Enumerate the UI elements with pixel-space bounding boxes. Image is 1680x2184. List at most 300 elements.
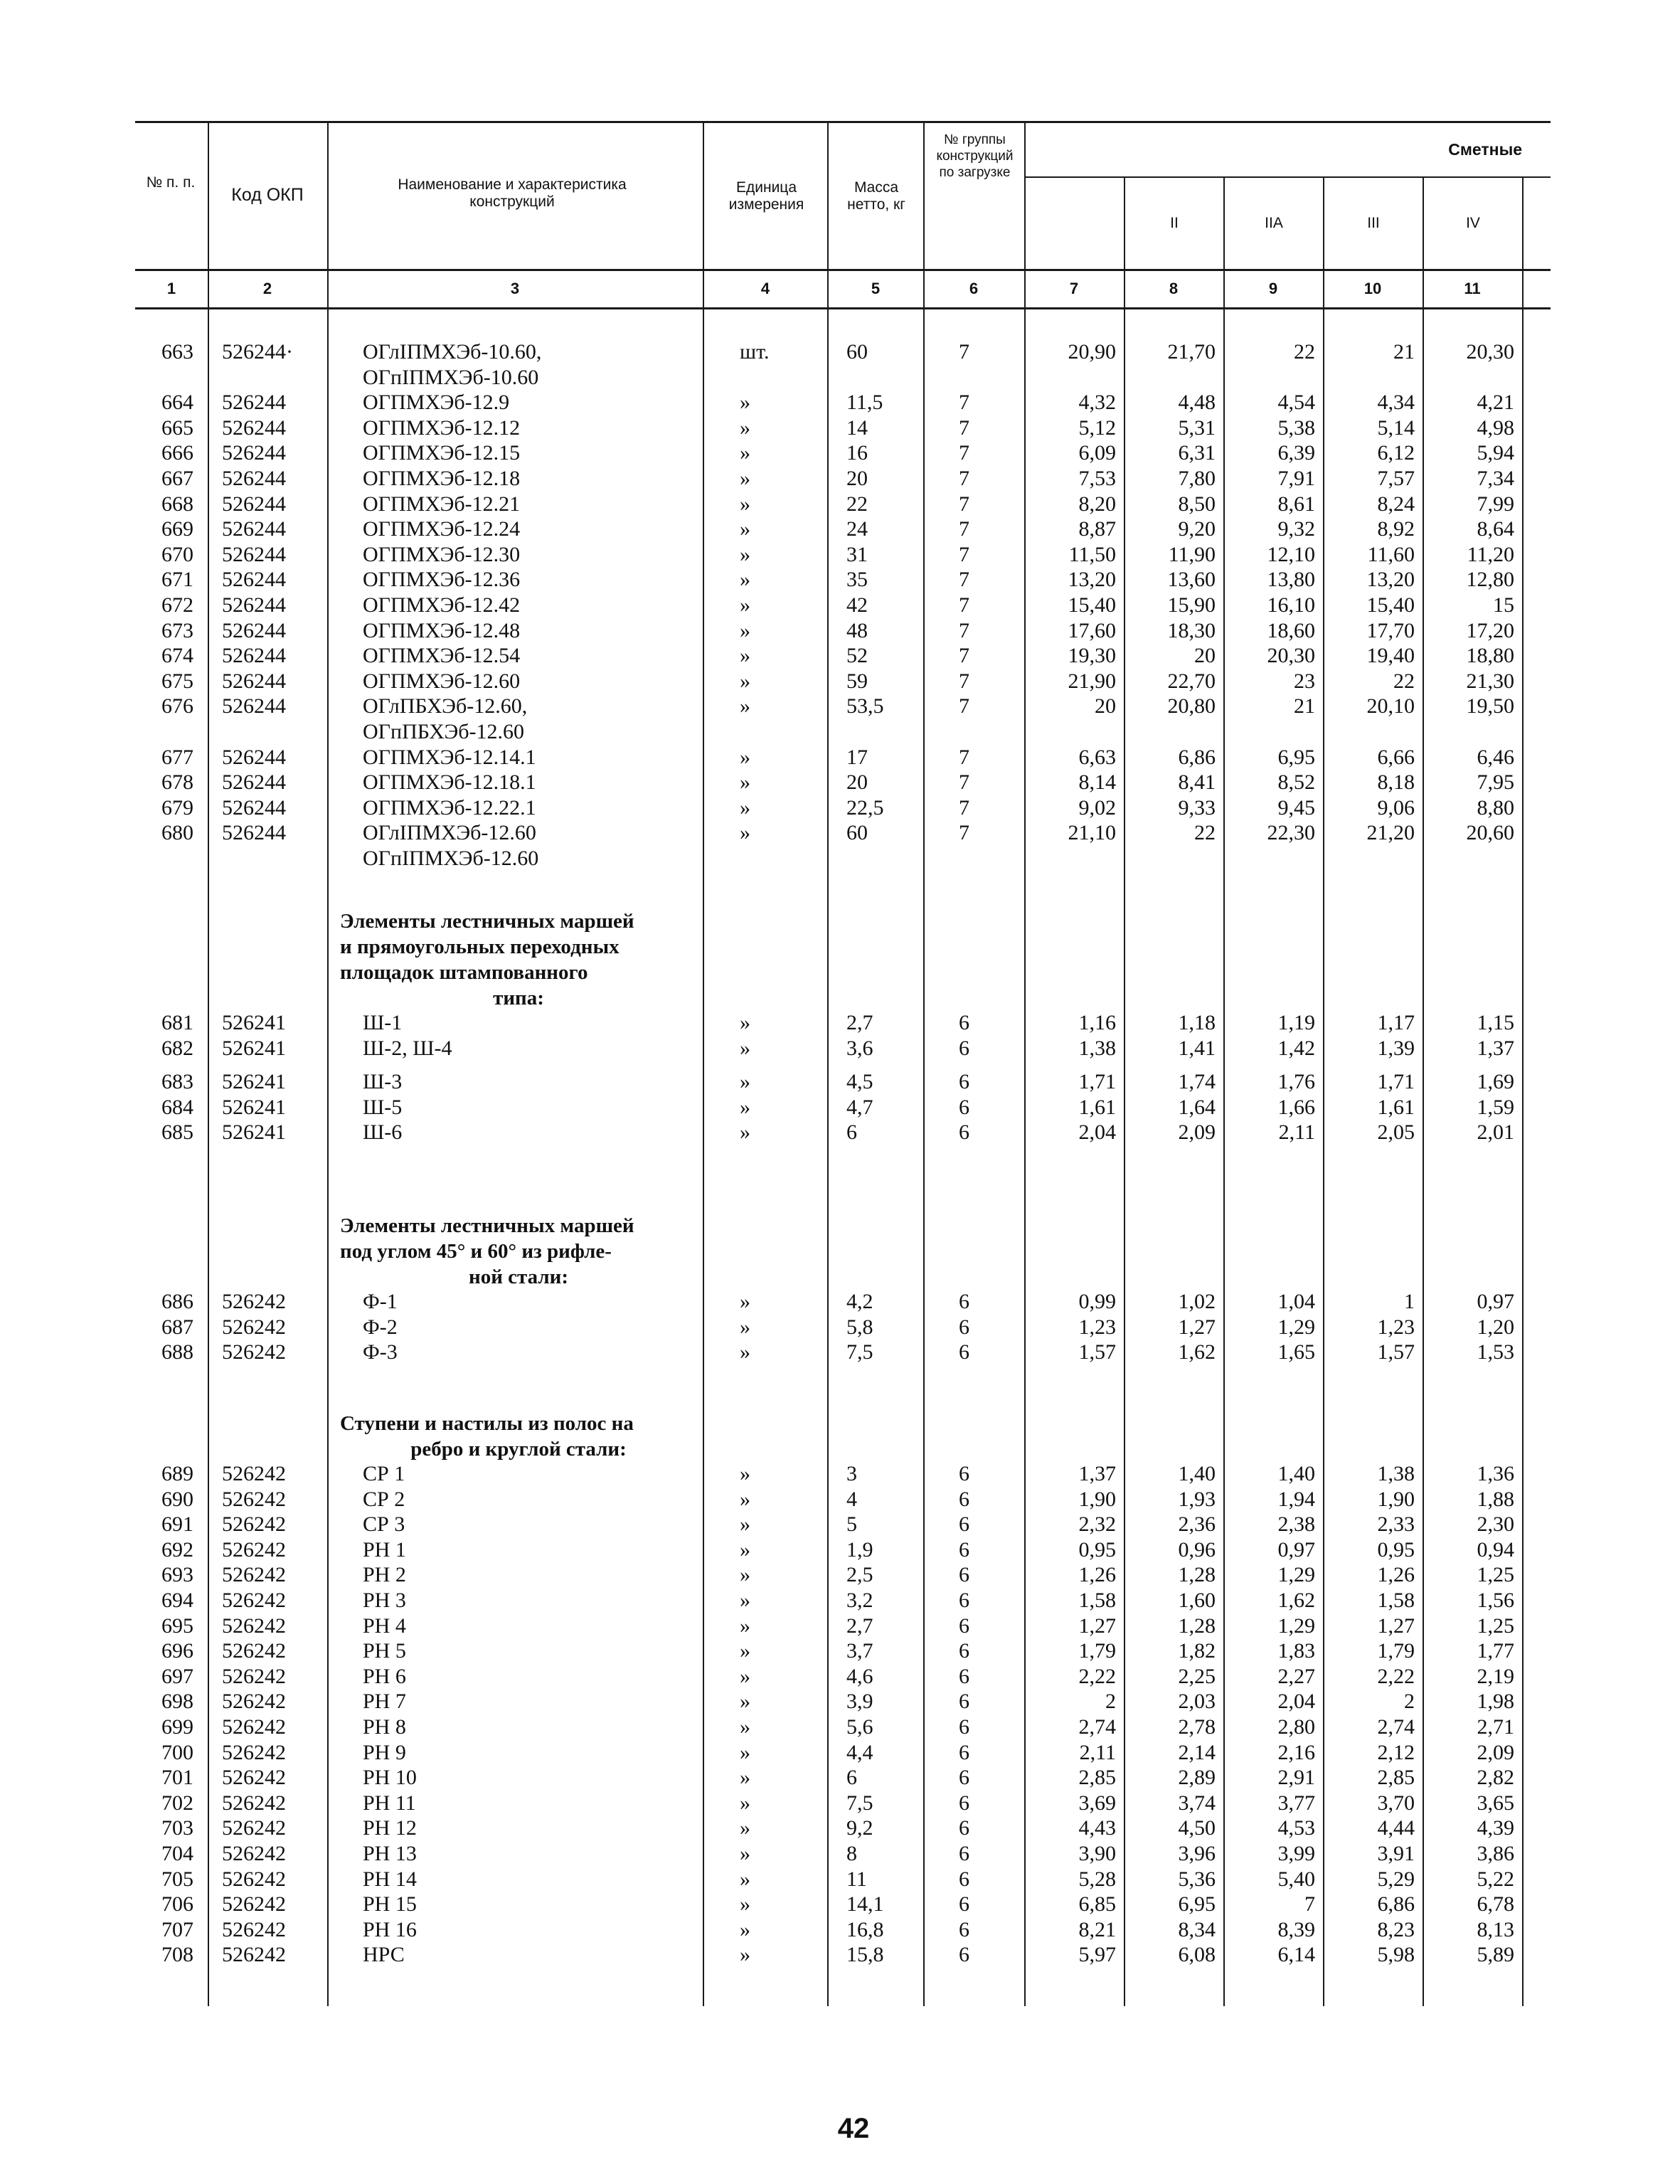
estimate-value: 0,97 — [1277, 1537, 1315, 1562]
row-number: 675 — [161, 669, 193, 693]
construction-name: ОГПМХЭб-12.30 — [363, 542, 521, 566]
unit: » — [740, 542, 750, 566]
estimate-value: 2,33 — [1377, 1512, 1415, 1537]
colnum-3: 3 — [510, 280, 520, 297]
load-group: 6 — [959, 1740, 969, 1764]
mass: 9,2 — [846, 1816, 873, 1840]
row-number: 693 — [161, 1563, 193, 1587]
construction-name: ОГПМХЭб-12.18.1 — [363, 770, 536, 795]
header-col4: Единица измерения — [728, 179, 804, 213]
estimate-value: 5,98 — [1377, 1943, 1415, 1967]
rule-header-bottom — [135, 269, 1551, 271]
section-heading-line: и прямоугольных переходных — [340, 935, 620, 958]
unit: » — [740, 1766, 750, 1790]
estimate-value: 3,96 — [1178, 1842, 1216, 1865]
row-number: 673 — [161, 618, 193, 642]
row-number: 677 — [161, 745, 193, 769]
load-group: 7 — [959, 391, 969, 415]
construction-name: РН 3 — [363, 1589, 406, 1612]
mass: 20 — [846, 467, 868, 490]
mass: 3,9 — [846, 1690, 873, 1714]
estimate-value: 1,61 — [1078, 1095, 1116, 1119]
okp-code: 526244 — [222, 745, 286, 769]
estimate-value: 7,34 — [1477, 467, 1514, 490]
estimate-value: 4,98 — [1477, 415, 1514, 440]
estimate-value: 22 — [1294, 340, 1315, 364]
row-number: 668 — [161, 492, 193, 516]
okp-code: 526244· — [222, 340, 293, 364]
unit: » — [740, 1816, 750, 1840]
mass: 1,9 — [846, 1537, 873, 1562]
estimate-value: 6,09 — [1078, 441, 1116, 465]
mass: 4,4 — [846, 1740, 873, 1764]
estimate-value: 4,21 — [1477, 391, 1514, 415]
okp-code: 526241 — [222, 1120, 286, 1145]
colnum-10: 10 — [1363, 280, 1382, 297]
estimate-value: 2,03 — [1178, 1690, 1216, 1714]
row-number: 680 — [161, 821, 193, 845]
row-number: 686 — [161, 1290, 193, 1313]
header-col5: Масса нетто, кг — [847, 179, 905, 213]
unit: » — [740, 1290, 750, 1313]
colnum-9: 9 — [1268, 280, 1278, 297]
unit: » — [740, 1917, 750, 1941]
estimate-value: 8,34 — [1178, 1917, 1216, 1941]
unit: » — [740, 1537, 750, 1562]
row-number: 670 — [161, 542, 193, 566]
estimate-value: 1,29 — [1277, 1315, 1315, 1339]
construction-name: РН 14 — [363, 1867, 417, 1891]
mass: 8 — [846, 1842, 857, 1865]
estimate-value: 8,39 — [1277, 1917, 1315, 1941]
estimate-value: 1,79 — [1078, 1639, 1116, 1663]
estimate-value: 17,70 — [1366, 618, 1415, 642]
okp-code: 526242 — [222, 1664, 286, 1688]
mass: 60 — [846, 340, 868, 364]
okp-code: 526244 — [222, 618, 286, 642]
estimate-value: 15 — [1493, 593, 1514, 617]
construction-name: ОГлIПМХЭб-10.60, — [363, 340, 542, 364]
row-number: 683 — [161, 1070, 193, 1094]
row-number: 676 — [161, 694, 193, 719]
load-group: 7 — [959, 517, 969, 541]
estimate-value: 15,40 — [1068, 593, 1116, 617]
unit: » — [740, 1070, 750, 1094]
estimate-value: 6,14 — [1277, 1943, 1315, 1967]
load-group: 6 — [959, 1842, 969, 1865]
okp-code: 526242 — [222, 1537, 286, 1562]
load-group: 6 — [959, 1537, 969, 1562]
estimate-value: 1,25 — [1477, 1613, 1514, 1638]
load-group: 6 — [959, 1487, 969, 1511]
load-group: 7 — [959, 745, 969, 769]
load-group: 6 — [959, 1036, 969, 1060]
okp-code: 526242 — [222, 1290, 286, 1313]
estimate-value: 4,39 — [1477, 1816, 1514, 1840]
mass: 4,2 — [846, 1290, 873, 1313]
load-group: 6 — [959, 1715, 969, 1739]
load-group: 7 — [959, 770, 969, 795]
estimate-value: 1,76 — [1277, 1070, 1315, 1094]
estimate-value: 6,85 — [1078, 1892, 1116, 1917]
construction-name: РН 9 — [363, 1740, 406, 1764]
construction-name: ОГпПБХЭб-12.60 — [363, 720, 525, 743]
construction-name: Ф-3 — [363, 1340, 398, 1364]
estimate-value: 2,89 — [1178, 1766, 1216, 1790]
unit: » — [740, 1036, 750, 1060]
estimate-value: 2,16 — [1277, 1740, 1315, 1764]
load-group: 6 — [959, 1766, 969, 1790]
estimate-value: 1,69 — [1477, 1070, 1514, 1094]
mass: 4,5 — [846, 1070, 873, 1094]
unit: » — [740, 1563, 750, 1587]
estimate-value: 19,40 — [1366, 644, 1415, 668]
estimate-value: 1 — [1404, 1290, 1415, 1313]
load-group: 6 — [959, 1340, 969, 1364]
unit: » — [740, 1791, 750, 1815]
estimate-value: 6,95 — [1178, 1892, 1216, 1917]
estimate-value: 11,20 — [1467, 542, 1514, 566]
estimate-value: 2,19 — [1477, 1664, 1514, 1688]
estimate-value: 1,19 — [1277, 1011, 1315, 1034]
header-col6: № группы конструкций по загрузке — [936, 132, 1014, 180]
mass: 4,6 — [846, 1664, 873, 1688]
row-number: 706 — [161, 1892, 193, 1917]
estimate-value: 1,38 — [1078, 1036, 1116, 1060]
load-group: 6 — [959, 1613, 969, 1638]
load-group: 6 — [959, 1095, 969, 1119]
estimate-value: 18,30 — [1167, 618, 1216, 642]
section-heading — [340, 908, 697, 1011]
estimate-value: 6,66 — [1377, 745, 1415, 769]
estimate-value: 1,27 — [1078, 1613, 1116, 1638]
okp-code: 526242 — [222, 1816, 286, 1840]
unit: » — [740, 1842, 750, 1865]
load-group: 7 — [959, 821, 969, 845]
okp-code: 526242 — [222, 1690, 286, 1714]
load-group: 6 — [959, 1690, 969, 1714]
okp-code: 526242 — [222, 1639, 286, 1663]
estimate-value: 8,92 — [1377, 517, 1415, 541]
unit: » — [740, 1690, 750, 1714]
mass: 11,5 — [846, 391, 883, 415]
estimate-value: 1,04 — [1277, 1290, 1315, 1313]
load-group: 6 — [959, 1120, 969, 1145]
mass: 2,7 — [846, 1011, 873, 1034]
load-group: 7 — [959, 618, 969, 642]
mass: 2,7 — [846, 1613, 873, 1638]
okp-code: 526242 — [222, 1512, 286, 1537]
estimate-value: 18,60 — [1267, 618, 1315, 642]
estimate-value: 15,90 — [1167, 593, 1216, 617]
mass: 5 — [846, 1512, 857, 1537]
estimate-value: 8,23 — [1377, 1917, 1415, 1941]
estimate-value: 9,20 — [1178, 517, 1216, 541]
mass: 16 — [846, 441, 868, 465]
estimate-value: 1,98 — [1477, 1690, 1514, 1714]
unit: » — [740, 1315, 750, 1339]
estimate-value: 13,60 — [1167, 568, 1216, 592]
load-group: 7 — [959, 644, 969, 668]
estimate-value: 1,65 — [1277, 1340, 1315, 1364]
mass: 35 — [846, 568, 868, 592]
mass: 6 — [846, 1766, 857, 1790]
header-sub-5: IV — [1466, 215, 1480, 231]
estimate-value: 8,14 — [1078, 770, 1116, 795]
load-group: 6 — [959, 1791, 969, 1815]
okp-code: 526242 — [222, 1943, 286, 1967]
estimate-value: 4,44 — [1377, 1816, 1415, 1840]
okp-code: 526242 — [222, 1917, 286, 1941]
section-heading — [340, 1411, 697, 1462]
row-number: 689 — [161, 1462, 193, 1485]
estimate-value: 6,86 — [1377, 1892, 1415, 1917]
estimate-value: 6,78 — [1477, 1892, 1514, 1917]
estimate-value: 6,63 — [1078, 745, 1116, 769]
load-group: 6 — [959, 1816, 969, 1840]
estimate-value: 5,89 — [1477, 1943, 1514, 1967]
estimate-value: 5,29 — [1377, 1867, 1415, 1891]
okp-code: 526244 — [222, 795, 286, 820]
load-group: 7 — [959, 593, 969, 617]
unit: » — [740, 745, 750, 769]
unit: » — [740, 441, 750, 465]
estimate-value: 1,79 — [1377, 1639, 1415, 1663]
estimate-value: 8,18 — [1377, 770, 1415, 795]
colnum-8: 8 — [1169, 280, 1179, 297]
rule-colnum-bottom — [135, 307, 1551, 309]
load-group: 6 — [959, 1563, 969, 1587]
header-col1: № п. п. — [146, 174, 196, 191]
estimate-value: 12,10 — [1267, 542, 1315, 566]
estimate-value: 9,06 — [1377, 795, 1415, 820]
load-group: 7 — [959, 415, 969, 440]
okp-code: 526244 — [222, 821, 286, 845]
unit: » — [740, 1740, 750, 1764]
row-number: 679 — [161, 795, 193, 820]
okp-code: 526244 — [222, 517, 286, 541]
mass: 6 — [846, 1120, 857, 1145]
unit: шт. — [740, 340, 770, 364]
construction-name: ОГПМХЭб-12.48 — [363, 618, 521, 642]
estimate-value: 20,80 — [1167, 694, 1216, 719]
estimate-value: 12,80 — [1466, 568, 1514, 592]
estimate-value: 1,23 — [1078, 1315, 1116, 1339]
estimate-value: 1,29 — [1277, 1613, 1315, 1638]
estimate-value: 2,14 — [1178, 1740, 1216, 1764]
okp-code: 526242 — [222, 1791, 286, 1815]
row-number: 704 — [161, 1842, 193, 1865]
header-col3: Наименование и характеристика конструкций — [398, 176, 627, 210]
construction-name: РН 2 — [363, 1563, 406, 1587]
okp-code: 526241 — [222, 1070, 286, 1094]
colnum-2: 2 — [262, 280, 272, 297]
estimate-value: 13,80 — [1267, 568, 1315, 592]
mass: 4 — [846, 1487, 857, 1511]
mass: 17 — [846, 745, 868, 769]
estimate-value: 19,30 — [1068, 644, 1116, 668]
row-number: 698 — [161, 1690, 193, 1714]
mass: 48 — [846, 618, 868, 642]
estimate-value: 1,61 — [1377, 1095, 1415, 1119]
estimate-value: 1,20 — [1477, 1315, 1514, 1339]
estimate-value: 1,90 — [1078, 1487, 1116, 1511]
row-number: 672 — [161, 593, 193, 617]
estimate-value: 1,41 — [1178, 1036, 1216, 1060]
construction-name: РН 16 — [363, 1917, 417, 1941]
section-heading — [340, 1213, 697, 1290]
okp-code: 526242 — [222, 1487, 286, 1511]
estimate-value: 2,11 — [1079, 1740, 1116, 1764]
load-group: 6 — [959, 1917, 969, 1941]
load-group: 7 — [959, 542, 969, 566]
load-group: 6 — [959, 1512, 969, 1537]
estimate-value: 4,50 — [1178, 1816, 1216, 1840]
okp-code: 526242 — [222, 1766, 286, 1790]
section-heading-line: ной стали: — [468, 1266, 569, 1288]
row-number: 666 — [161, 441, 193, 465]
estimate-value: 6,08 — [1178, 1943, 1216, 1967]
okp-code: 526242 — [222, 1589, 286, 1612]
row-number: 687 — [161, 1315, 193, 1339]
mass: 52 — [846, 644, 868, 668]
load-group: 6 — [959, 1462, 969, 1485]
load-group: 6 — [959, 1892, 969, 1917]
mass: 20 — [846, 770, 868, 795]
unit: » — [740, 669, 750, 693]
mass: 5,8 — [846, 1315, 873, 1339]
row-number: 702 — [161, 1791, 193, 1815]
estimate-value: 21 — [1393, 340, 1415, 364]
estimate-value: 1,93 — [1178, 1487, 1216, 1511]
row-number: 688 — [161, 1340, 193, 1364]
estimate-value: 2,74 — [1078, 1715, 1116, 1739]
construction-name: РН 6 — [363, 1664, 406, 1688]
unit: » — [740, 1512, 750, 1537]
construction-name: НРС — [363, 1943, 405, 1967]
row-number: 697 — [161, 1664, 193, 1688]
load-group: 7 — [959, 568, 969, 592]
okp-code: 526244 — [222, 492, 286, 516]
load-group: 6 — [959, 1290, 969, 1313]
row-number: 708 — [161, 1943, 193, 1967]
header-sub-3: IIА — [1265, 215, 1283, 231]
estimate-value: 1,77 — [1477, 1639, 1514, 1663]
estimate-value: 2,82 — [1477, 1766, 1514, 1790]
okp-code: 526241 — [222, 1095, 286, 1119]
header-sub-4: III — [1367, 215, 1380, 231]
vline-4 — [827, 121, 829, 2006]
estimate-value: 1,28 — [1178, 1613, 1216, 1638]
construction-name: РН 12 — [363, 1816, 417, 1840]
okp-code: 526244 — [222, 770, 286, 795]
load-group: 7 — [959, 669, 969, 693]
colnum-11: 11 — [1464, 280, 1481, 297]
estimate-value: 6,86 — [1178, 745, 1216, 769]
vline-3 — [703, 121, 704, 2006]
header-col2: Код ОКП — [231, 185, 304, 205]
estimate-value: 6,12 — [1377, 441, 1415, 465]
estimate-value: 1,27 — [1178, 1315, 1216, 1339]
construction-name: ОГПМХЭб-12.9 — [363, 391, 510, 415]
estimate-value: 2,12 — [1377, 1740, 1415, 1764]
row-number: 696 — [161, 1639, 193, 1663]
row-number: 707 — [161, 1917, 193, 1941]
estimate-value: 0,94 — [1477, 1537, 1514, 1562]
construction-name: Ф-1 — [363, 1290, 398, 1313]
estimate-value: 3,65 — [1477, 1791, 1514, 1815]
estimate-value: 1,60 — [1178, 1589, 1216, 1612]
unit: » — [740, 795, 750, 820]
estimate-value: 8,64 — [1477, 517, 1514, 541]
vline-5 — [923, 121, 925, 2006]
estimate-value: 2 — [1105, 1690, 1116, 1714]
estimate-value: 0,99 — [1078, 1290, 1116, 1313]
estimate-value: 2,85 — [1078, 1766, 1116, 1790]
estimate-value: 7,80 — [1178, 467, 1216, 490]
estimate-value: 8,61 — [1277, 492, 1315, 516]
construction-name: ОГпIПМХЭб-10.60 — [363, 365, 539, 389]
row-number: 705 — [161, 1867, 193, 1891]
row-number: 669 — [161, 517, 193, 541]
okp-code: 526244 — [222, 441, 286, 465]
estimate-value: 5,12 — [1078, 415, 1116, 440]
construction-name: СР 1 — [363, 1462, 405, 1485]
estimate-value: 8,21 — [1078, 1917, 1116, 1941]
unit: » — [740, 644, 750, 668]
okp-code: 526244 — [222, 391, 286, 415]
load-group: 7 — [959, 467, 969, 490]
estimate-value: 1,36 — [1477, 1462, 1514, 1485]
unit: » — [740, 1867, 750, 1891]
okp-code: 526242 — [222, 1613, 286, 1638]
section-heading-line: площадок штампованного — [340, 961, 588, 984]
page-number: 42 — [837, 2113, 870, 2144]
construction-name: СР 3 — [363, 1512, 405, 1537]
mass: 4,7 — [846, 1095, 873, 1119]
estimate-value: 1,27 — [1377, 1613, 1415, 1638]
estimate-value: 18,80 — [1466, 644, 1514, 668]
unit: » — [740, 821, 750, 845]
estimate-value: 21,70 — [1167, 340, 1216, 364]
estimate-value: 17,20 — [1466, 618, 1514, 642]
okp-code: 526244 — [222, 467, 286, 490]
mass: 31 — [846, 542, 868, 566]
construction-name: Ш-5 — [363, 1095, 403, 1119]
estimate-value: 2,71 — [1477, 1715, 1514, 1739]
estimate-value: 1,66 — [1277, 1095, 1315, 1119]
estimate-value: 8,24 — [1377, 492, 1415, 516]
estimate-value: 21,30 — [1466, 669, 1514, 693]
estimate-value: 2,11 — [1278, 1120, 1315, 1145]
estimate-value: 1,40 — [1277, 1462, 1315, 1485]
estimate-value: 1,57 — [1078, 1340, 1116, 1364]
section-heading-line: Элементы лестничных маршей — [340, 910, 634, 933]
estimate-value: 2,27 — [1277, 1664, 1315, 1688]
unit: » — [740, 1120, 750, 1145]
estimate-value: 1,02 — [1178, 1290, 1216, 1313]
mass: 53,5 — [846, 694, 884, 719]
estimate-value: 1,90 — [1377, 1487, 1415, 1511]
estimate-value: 2,04 — [1078, 1120, 1116, 1145]
vline-1 — [208, 121, 209, 2006]
okp-code: 526241 — [222, 1036, 286, 1060]
okp-code: 526244 — [222, 542, 286, 566]
estimate-value: 1,15 — [1477, 1011, 1514, 1034]
colnum-7: 7 — [1069, 280, 1079, 297]
okp-code: 526242 — [222, 1315, 286, 1339]
estimate-value: 5,14 — [1377, 415, 1415, 440]
